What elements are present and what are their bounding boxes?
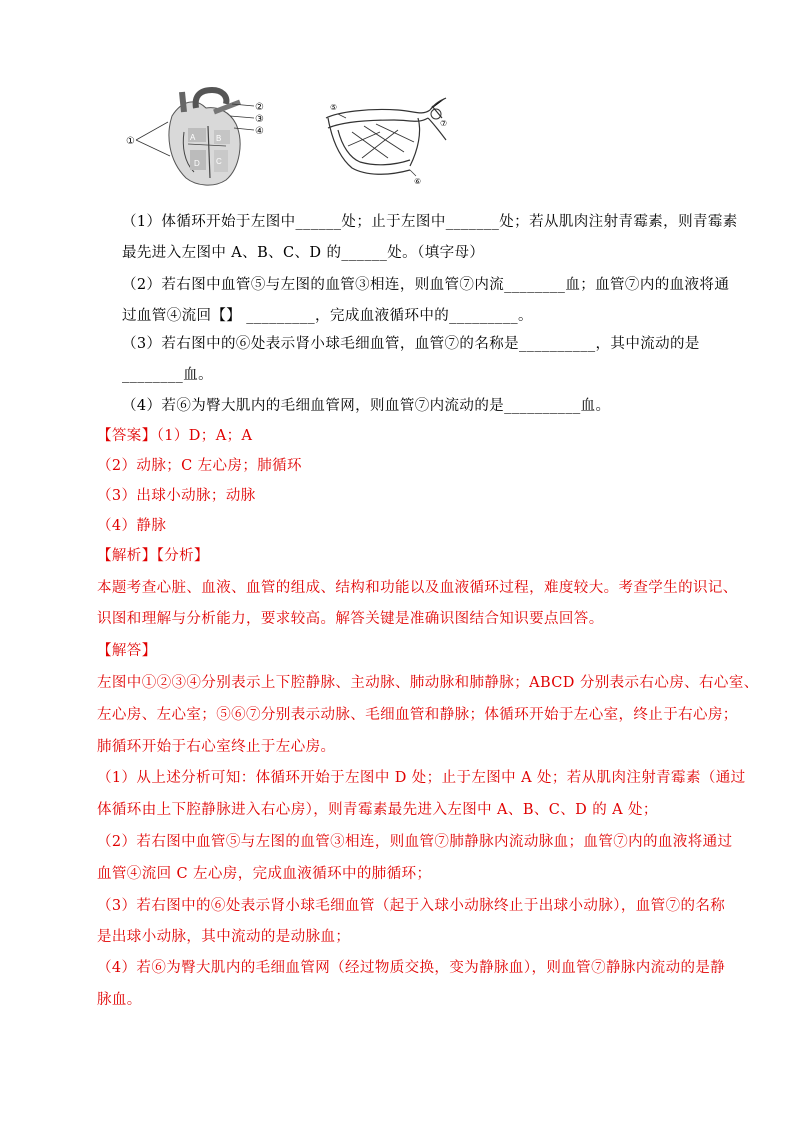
vessel-label-7: ⑦ <box>440 119 448 128</box>
heart-diagram <box>122 86 272 192</box>
solution-line-9: 是出球小动脉，其中流动的是动脉血； <box>97 929 351 945</box>
analysis-line-1: 本题考查心脏、血液、血管的组成、结构和功能以及血液循环过程，难度较大。考查学生的识记、 <box>97 580 738 596</box>
solution-line-1: 左图中①②③④分别表示上下腔静脉、主动脉、肺动脉和肺静脉；ABCD 分别表示右心房、右心室、 <box>97 675 759 691</box>
question-3-line-2: ________血。 <box>122 367 213 383</box>
heart-chamber-d: D <box>194 159 200 168</box>
solution-line-8: （3）若右图中的⑥处表示肾小球毛细血管（起于入球小动脉终止于出球小动脉），血管⑦的名称 <box>97 898 726 914</box>
question-2-line-1: （2）若右图中血管⑤与左图的血管③相连，则血管⑦内流________血；血管⑦内的血液将通 <box>122 277 730 293</box>
question-2-line-2: 过血管④流回【】 _________，完成血液循环中的_________。 <box>122 308 533 324</box>
answer-block <box>97 426 252 446</box>
vessel-label-6: ⑥ <box>414 177 422 186</box>
vessel-label-5: ⑤ <box>330 103 338 112</box>
analysis-label: 【解析】【分析】 <box>97 548 209 564</box>
solution-line-6: （2）若右图中血管⑤与左图的血管③相连，则血管⑦肺静脉内流动脉血；血管⑦内的血液将通过 <box>97 834 733 850</box>
heart-label-4: ④ <box>255 126 264 137</box>
answer-line-1: （1）D；A；A <box>156 428 253 444</box>
capillary-network-diagram <box>318 96 450 186</box>
question-3-line-1: （3）若右图中的⑥处表示肾小球毛细血管，血管⑦的名称是__________，其中流动的是 <box>122 336 700 352</box>
solution-line-4: （1）从上述分析可知：体循环开始于左图中 D 处；止于左图中 A 处；若从肌肉注射青霉素（通过 <box>97 770 746 786</box>
analysis-line-2: 识图和理解与分析能力，要求较高。解答关键是准确识图结合知识要点回答。 <box>97 611 604 627</box>
solution-line-3: 肺循环开始于右心室终止于左心房。 <box>97 739 336 755</box>
solution-line-2: 左心房、左心室；⑤⑥⑦分别表示动脉、毛细血管和静脉；体循环开始于左心室，终止于右心房； <box>97 707 738 723</box>
answer-line-4: （4）静脉 <box>97 518 167 534</box>
solution-line-10: （4）若⑥为臀大肌内的毛细血管网（经过物质交换，变为静脉血），则血管⑦静脉内流动的是静 <box>97 960 726 976</box>
solution-line-7: 血管④流回 C 左心房，完成血液循环中的肺循环； <box>97 866 432 882</box>
question-4-line-1: （4）若⑥为臀大肌内的毛细血管网，则血管⑦内流动的是__________血。 <box>122 398 611 414</box>
solution-line-11: 脉血。 <box>97 992 142 1008</box>
heart-chamber-a: A <box>190 133 196 142</box>
heart-label-1: ① <box>126 136 135 147</box>
question-1-line-2: 最先进入左图中 A、B、C、D 的______处。（填字母） <box>122 245 485 261</box>
answer-line-2: （2）动脉；C 左心房；肺循环 <box>97 458 302 474</box>
question-1-line-1: （1）体循环开始于左图中______处；止于左图中_______处；若从肌肉注射青霉素，则青霉素 <box>122 214 738 230</box>
solution-line-5: 体循环由上下腔静脉进入右心房），则青霉素最先进入左图中 A、B、C、D 的 A 处； <box>97 802 658 818</box>
heart-label-3: ③ <box>255 114 264 125</box>
heart-chamber-b: B <box>216 134 222 143</box>
answer-label: 【答案】 <box>97 428 157 444</box>
solution-label: 【解答】 <box>97 643 157 659</box>
heart-chamber-c: C <box>216 157 222 166</box>
answer-line-3: （3）出球小动脉；动脉 <box>97 488 256 504</box>
heart-label-2: ② <box>255 102 264 113</box>
